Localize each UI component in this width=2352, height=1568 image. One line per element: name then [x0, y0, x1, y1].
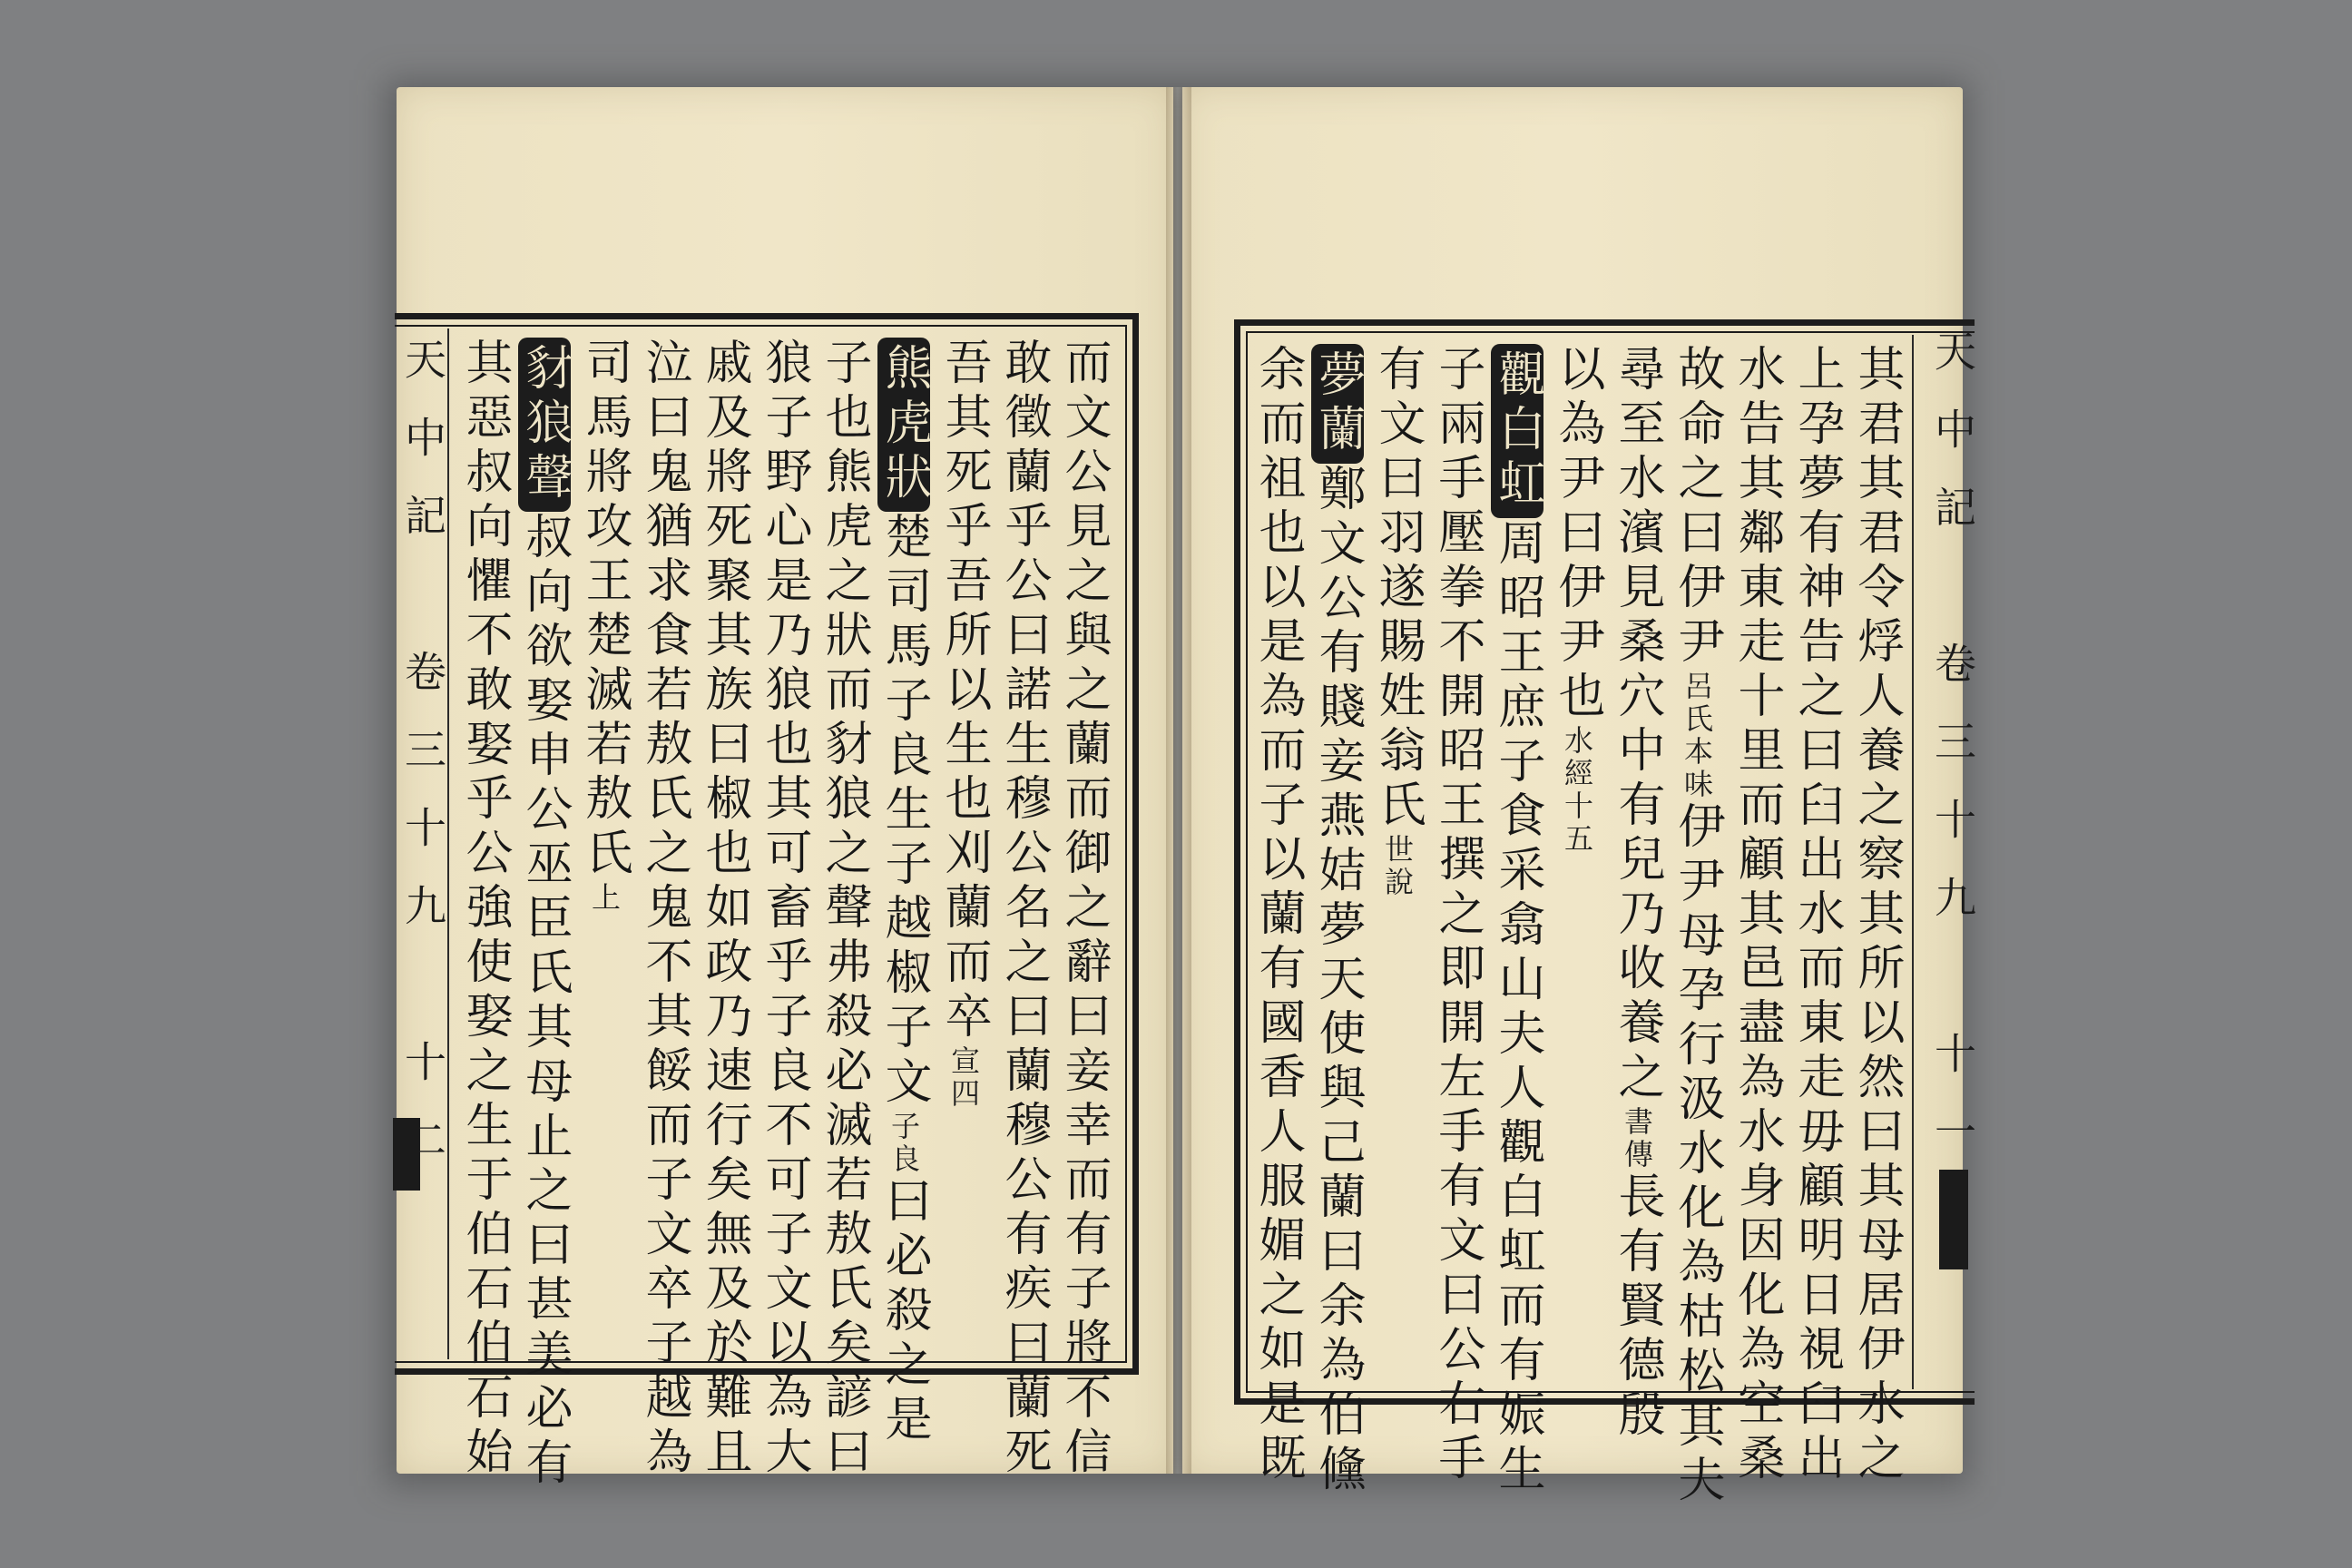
- left-col-4: [877, 338, 930, 1448]
- entry-heading-badge: 豺狼聲: [518, 338, 571, 512]
- source-note: 水經十五: [1560, 725, 1594, 856]
- right-banxin: 天中記 卷三十九 十一: [1928, 329, 1977, 1188]
- left-col-2: [997, 338, 1050, 1481]
- left-col-7: [698, 338, 750, 1481]
- column-text: 子兩手壓拳不開昭王撰之即開左手有文曰公右手: [1430, 344, 1485, 1487]
- source-note: 子良: [887, 1111, 921, 1176]
- source-note: 世說: [1380, 834, 1415, 899]
- right-col-2: [1790, 344, 1843, 1487]
- right-col-3: [1730, 344, 1783, 1487]
- column-text: 狼子野心是乃狼也其可畜乎子良不可子文以為大: [757, 338, 811, 1481]
- column-text: 叔向欲娶申公巫臣氏其母止之曰甚美必有: [517, 512, 572, 1492]
- source-note: 書傳: [1620, 1106, 1654, 1171]
- column-rule: [447, 328, 449, 1359]
- left-banxin: 天中記 卷三十九 十二: [398, 338, 447, 1196]
- right-col-7: [1491, 344, 1544, 1498]
- column-text: 曰必殺之是: [877, 1176, 931, 1448]
- right-col-6: [1551, 344, 1603, 856]
- left-col-8: [638, 338, 691, 1481]
- column-text: 其惡叔向懼不敢娶乎公強使娶之生于伯石伯石始: [457, 338, 512, 1481]
- right-fish-tail-mark: [1939, 1170, 1968, 1269]
- right-text-frame: [1234, 319, 1977, 1509]
- column-text: 以為尹曰伊尹也: [1550, 344, 1604, 725]
- column-text: 余而祖也以是為而子以蘭有國香人服媚之如是既: [1250, 344, 1305, 1487]
- entry-heading-badge: 觀白虹: [1491, 344, 1544, 518]
- column-text: 泣曰鬼猶求食若敖氏之鬼不其餒而子文卒子越為: [637, 338, 691, 1481]
- right-col-10: [1311, 344, 1364, 1498]
- right-col-8: [1431, 344, 1484, 1487]
- column-text: 其君其君令烰人養之察其所以然曰其母居伊水之: [1849, 344, 1904, 1487]
- column-text: 戚及將死聚其族曰椒也如政乃速行矣無及於難且: [697, 338, 751, 1481]
- source-note: 宣四: [946, 1045, 981, 1111]
- left-col-3: [937, 338, 990, 1111]
- source-note: 上: [587, 882, 622, 915]
- book-gutter: [1166, 87, 1191, 1474]
- column-text: 上孕夢有神告之曰臼出水而東走毋顧明日視臼出: [1789, 344, 1844, 1487]
- column-text: 司馬將攻王楚滅若敖氏: [577, 338, 632, 882]
- left-fish-tail-mark: [393, 1118, 420, 1191]
- left-col-9: [578, 338, 631, 915]
- right-col-5: [1611, 344, 1663, 1444]
- column-text: 楚司馬子良生子越椒子文: [877, 512, 931, 1111]
- entry-heading-badge: 熊虎狀: [877, 338, 930, 512]
- left-col-10: [518, 338, 571, 1492]
- column-text: 吾其死乎吾所以生也刈蘭而卒: [936, 338, 991, 1045]
- left-col-6: [758, 338, 810, 1481]
- column-text: 伊尹母孕行汲水化為枯松其夫: [1670, 801, 1724, 1509]
- column-text: 水告其鄰東走十里而顧其邑盡為水身因化為空桑: [1730, 344, 1784, 1487]
- right-col-11: [1251, 344, 1304, 1487]
- source-note: 呂氏本味: [1680, 671, 1714, 801]
- left-col-1: [1057, 338, 1110, 1481]
- entry-heading-badge: 夢蘭: [1311, 344, 1364, 464]
- right-col-1: [1850, 344, 1903, 1487]
- column-text: 有文曰羽遂賜姓翁氏: [1370, 344, 1425, 834]
- column-rule: [1912, 335, 1914, 1389]
- right-col-9: [1371, 344, 1424, 899]
- left-col-5: [818, 338, 870, 1481]
- column-text: 而文公見之與之蘭而御之辭曰妾幸而有子將不信: [1056, 338, 1111, 1481]
- left-text-frame: [395, 313, 1139, 1492]
- column-text: 故命之曰伊尹: [1670, 344, 1724, 671]
- right-col-4: [1671, 344, 1723, 1509]
- column-text: 尋至水濱見桑穴中有兒乃收養之: [1610, 344, 1664, 1106]
- left-col-11: [458, 338, 511, 1481]
- column-text: 周昭王庶子食采翕山夫人觀白虹而有娠生: [1490, 518, 1544, 1498]
- column-text: 長有賢德殷: [1610, 1171, 1664, 1444]
- column-text: 敢徵蘭乎公曰諾生穆公名之曰蘭穆公有疾曰蘭死: [996, 338, 1051, 1481]
- column-text: 子也熊虎之狀而豺狼之聲弗殺必滅若敖氏矣諺曰: [817, 338, 871, 1481]
- column-text: 鄭文公有賤妾燕姞夢天使與己蘭曰余為伯儵: [1310, 464, 1365, 1498]
